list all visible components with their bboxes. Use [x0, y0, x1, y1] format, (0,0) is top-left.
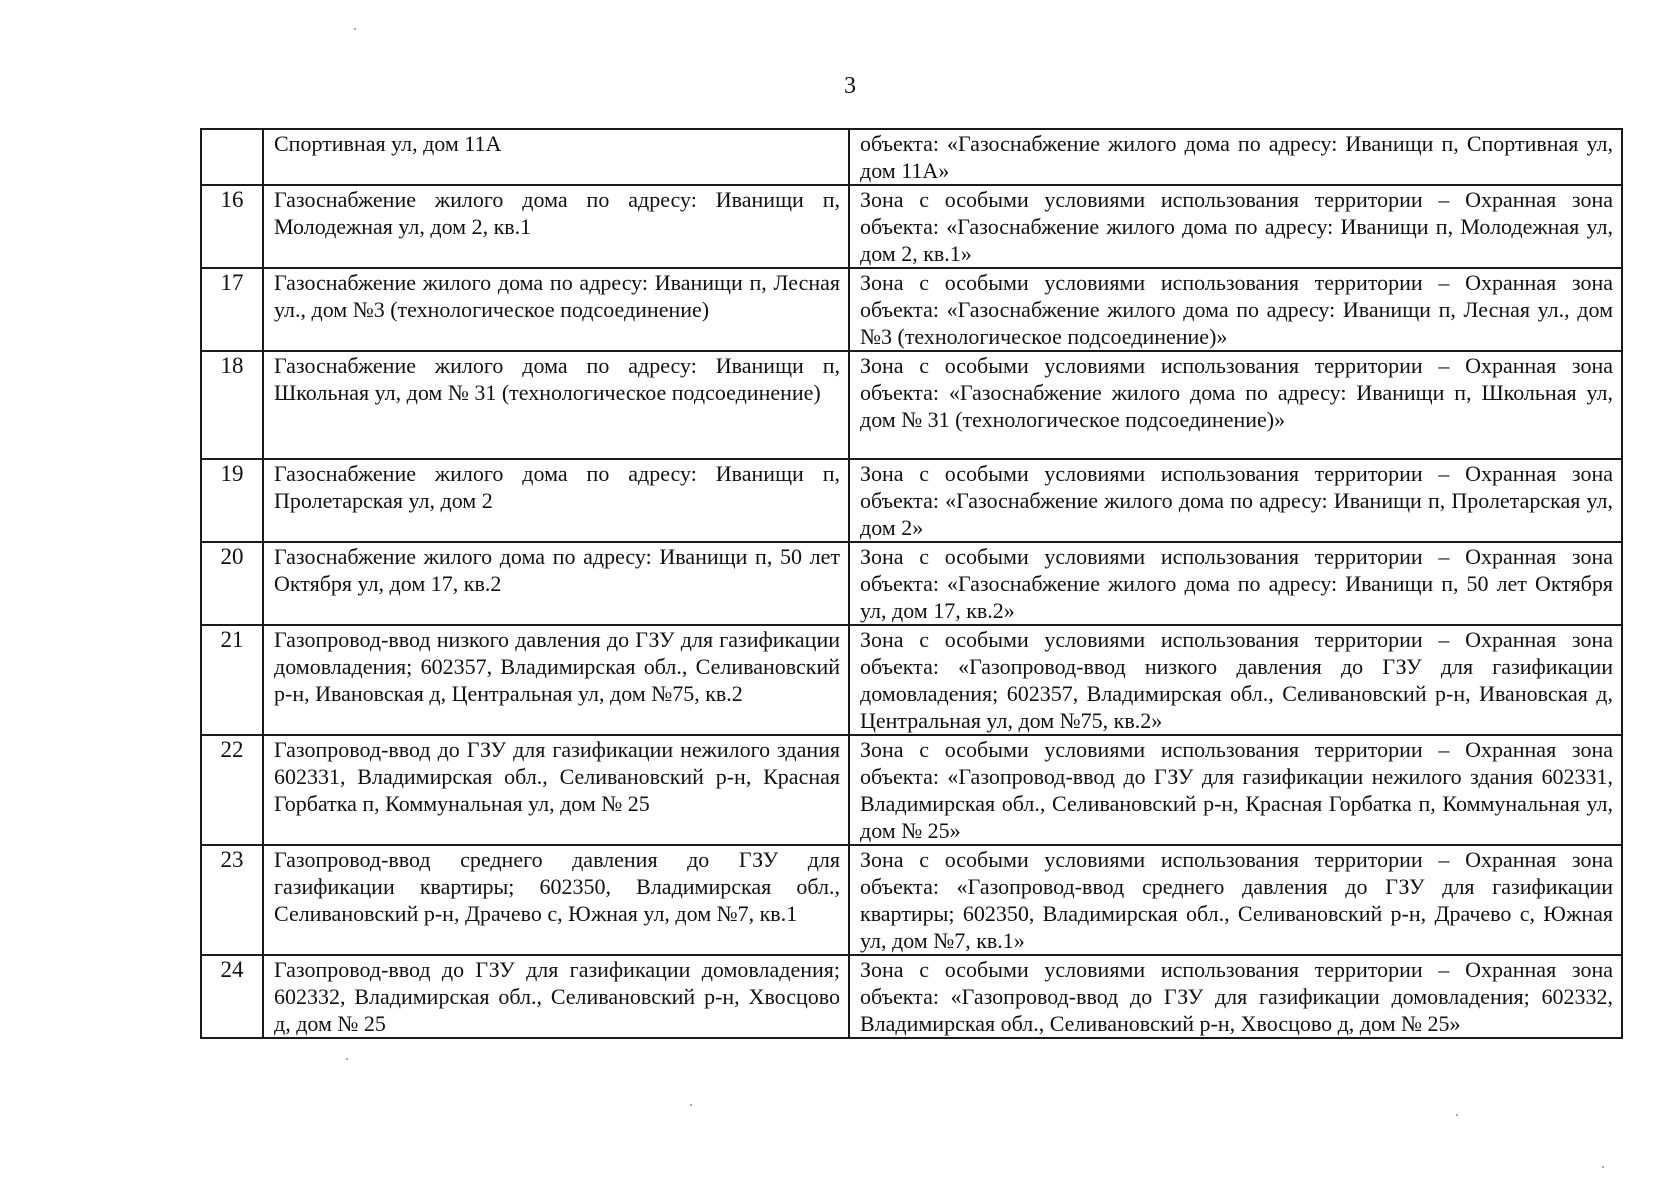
zone-description: Зона с особыми условиями использования территории – Охранная зона объекта: «Газоснабжение жилого дома по адресу: Иванищи п, Пролетарская ул, дом 2» — [849, 459, 1622, 542]
object-name: Газопровод-ввод низкого давления до ГЗУ для газификации домовладения; 602357, Владимирская обл., Селивановский р-н, Ивановская д, Центральная ул, дом №75, кв.2 — [263, 625, 849, 735]
table-row — [201, 625, 1622, 735]
table-row — [201, 845, 1622, 955]
object-name: Газоснабжение жилого дома по адресу: Иванищи п, Пролетарская ул, дом 2 — [263, 459, 849, 542]
object-name: Газоснабжение жилого дома по адресу: Иванищи п, Молодежная ул, дом 2, кв.1 — [263, 185, 849, 268]
row-number: 19 — [201, 459, 263, 542]
scan-speck — [1456, 1114, 1458, 1116]
zone-description: Зона с особыми условиями использования территории – Охранная зона объекта: «Газоснабжение жилого дома по адресу: Иванищи п, 50 лет Октября ул, дом 17, кв.2» — [849, 542, 1622, 625]
row-number — [201, 129, 263, 185]
row-number: 23 — [201, 845, 263, 955]
scan-speck — [690, 1104, 692, 1106]
scan-speck — [354, 28, 356, 30]
zone-description: Зона с особыми условиями использования территории – Охранная зона объекта: «Газопровод-ввод низкого давления до ГЗУ для газификации домовладения; 602357, Владимирская обл., Селивановский р-н, Ивановская д, Центральная ул, дом №75, кв.2» — [849, 625, 1622, 735]
row-number: 20 — [201, 542, 263, 625]
scan-speck — [346, 1058, 348, 1060]
zone-description: Зона с особыми условиями использования территории – Охранная зона объекта: «Газоснабжение жилого дома по адресу: Иванищи п, Лесная ул., дом №3 (технологическое подсоединение)» — [849, 268, 1622, 351]
table-row — [201, 351, 1622, 459]
table-row — [201, 459, 1622, 542]
row-number: 22 — [201, 735, 263, 845]
object-name: Газоснабжение жилого дома по адресу: Иванищи п, Лесная ул., дом №3 (технологическое подсоединение) — [263, 268, 849, 351]
object-name: Газопровод-ввод до ГЗУ для газификации нежилого здания 602331, Владимирская обл., Селивановский р-н, Красная Горбатка п, Коммунальная ул, дом № 25 — [263, 735, 849, 845]
object-name: Газопровод-ввод до ГЗУ для газификации домовладения; 602332, Владимирская обл., Селивановский р-н, Хвосцово д, дом № 25 — [263, 955, 849, 1038]
table-row — [201, 129, 1622, 185]
row-number: 18 — [201, 351, 263, 459]
object-name: Спортивная ул, дом 11А — [263, 129, 849, 185]
zone-description: Зона с особыми условиями использования территории – Охранная зона объекта: «Газопровод-ввод до ГЗУ для газификации домовладения; 602332, Владимирская обл., Селивановский р-н, Хвосцово д, дом № 25» — [849, 955, 1622, 1038]
zone-description: Зона с особыми условиями использования территории – Охранная зона объекта: «Газопровод-ввод среднего давления до ГЗУ для газификации квартиры; 602350, Владимирская обл., Селивановский р-н, Драчево с, Южная ул, дом №7, кв.1» — [849, 845, 1622, 955]
row-number: 24 — [201, 955, 263, 1038]
row-number: 21 — [201, 625, 263, 735]
zone-description: Зона с особыми условиями использования территории – Охранная зона объекта: «Газопровод-ввод до ГЗУ для газификации нежилого здания 602331, Владимирская обл., Селивановский р-н, Красная Горбатка п, Коммунальная ул, дом № 25» — [849, 735, 1622, 845]
row-number: 16 — [201, 185, 263, 268]
object-name: Газопровод-ввод среднего давления до ГЗУ для газификации квартиры; 602350, Владимирская обл., Селивановский р-н, Драчево с, Южная ул, дом №7, кв.1 — [263, 845, 849, 955]
row-number: 17 — [201, 268, 263, 351]
table-row — [201, 542, 1622, 625]
zones-table — [200, 128, 1623, 1039]
page-number: 3 — [844, 73, 856, 99]
table-row — [201, 185, 1622, 268]
table-row — [201, 268, 1622, 351]
zone-description: Зона с особыми условиями использования территории – Охранная зона объекта: «Газоснабжение жилого дома по адресу: Иванищи п, Молодежная ул, дом 2, кв.1» — [849, 185, 1622, 268]
object-name: Газоснабжение жилого дома по адресу: Иванищи п, Школьная ул, дом № 31 (технологическое подсоединение) — [263, 351, 849, 459]
zone-description: объекта: «Газоснабжение жилого дома по адресу: Иванищи п, Спортивная ул, дом 11А» — [849, 129, 1622, 185]
scan-speck — [1602, 1166, 1604, 1168]
zone-description: Зона с особыми условиями использования территории – Охранная зона объекта: «Газоснабжение жилого дома по адресу: Иванищи п, Школьная ул, дом № 31 (технологическое подсоединение)» — [849, 351, 1622, 459]
table-row — [201, 735, 1622, 845]
object-name: Газоснабжение жилого дома по адресу: Иванищи п, 50 лет Октября ул, дом 17, кв.2 — [263, 542, 849, 625]
table-row — [201, 955, 1622, 1038]
